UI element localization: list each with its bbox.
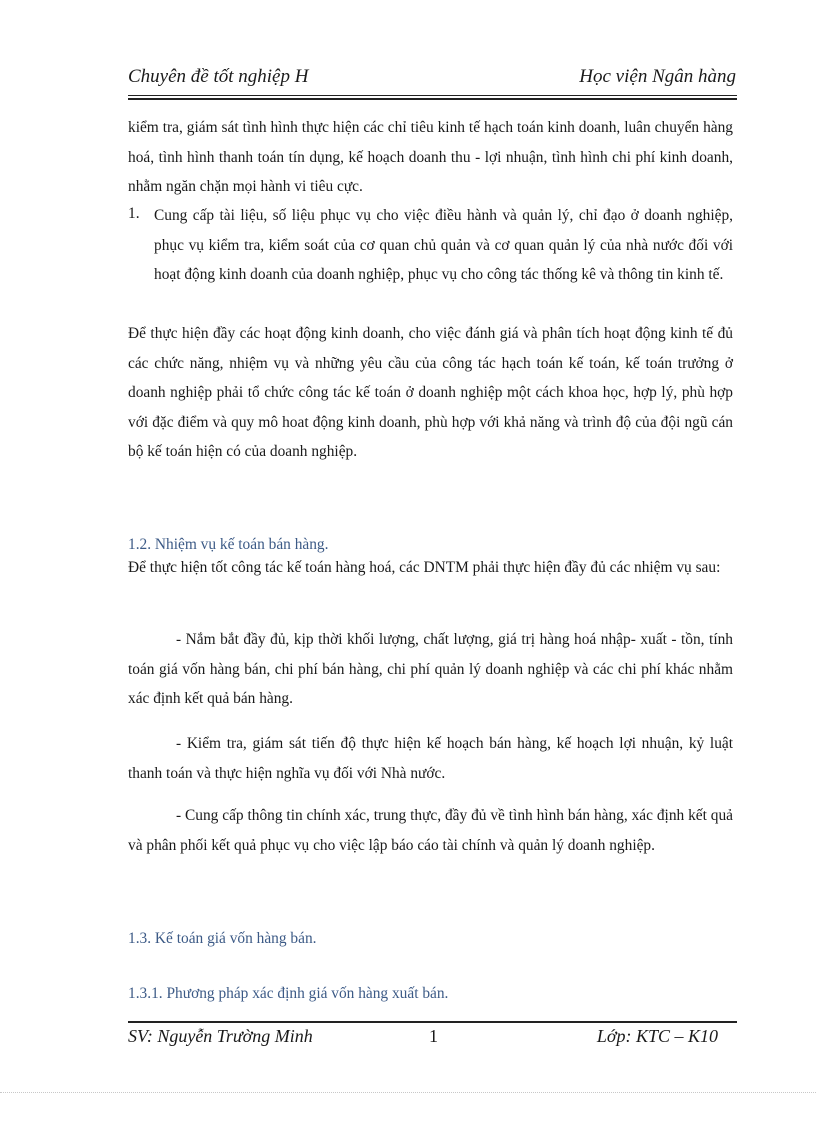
page-number: 1	[429, 1026, 438, 1046]
numbered-item-text: Cung cấp tài liệu, số liệu phục vụ cho việc điều hành và quản lý, chỉ đạo ở doanh nghiệp, phục vụ kiểm tra, kiểm soát của cơ quan chủ quản và cơ quan quản lý của nhà nước đối với hoạt động kinh doanh của doanh nghiệp, phục vụ cho công tác thống kê và thông tin kinh tế.	[154, 207, 733, 283]
numbered-item-1	[128, 201, 733, 321]
paragraph-tasks-intro: Để thực hiện tốt công tác kế toán hàng hoá, các DNTM phải thực hiện đầy đủ các nhiệm vụ sau:	[128, 559, 721, 576]
task-bullet-1: - Nắm bắt đầy đủ, kịp thời khối lượng, chất lượng, giá trị hàng hoá nhập- xuất - tồn, tính toán giá vốn hàng bán, chi phí bán hàng, chi phí quản lý doanh nghiệp và các chi phí khác nhằm xác định kết quả bán hàng.	[128, 631, 733, 707]
page-boundary-dotted	[0, 1092, 816, 1093]
footer-divider	[128, 1021, 737, 1023]
section-heading-1-3-1: 1.3.1. Phương pháp xác định giá vốn hàng xuất bán.	[128, 985, 449, 1002]
task-bullet-3: - Cung cấp thông tin chính xác, trung thực, đầy đủ về tình hình bán hàng, xác định kết quả và phân phối kết quả phục vụ cho việc lập báo cáo tài chính và quản lý doanh nghiệp.	[128, 807, 733, 854]
section-heading-1-2: 1.2. Nhiệm vụ kế toán bán hàng.	[128, 536, 329, 553]
paragraph-organization: Để thực hiện đầy các hoạt động kinh doanh, cho việc đánh giá và phân tích hoạt động kinh tế đủ các chức năng, nhiệm vụ và những yêu cầu của công tác hạch toán kế toán, kế toán trưởng ở doanh nghiệp phải tổ chức công tác kế toán ở doanh nghiệp một cách khoa học, hợp lý, phù hợp với đặc điểm và quy mô hoat động kinh doanh, phù hợp với khả năng và trình độ của đội ngũ cán bộ kế toán hiện có của doanh nghiệp.	[128, 325, 733, 460]
header-divider-thick	[128, 98, 737, 100]
footer-student-name: SV: Nguyễn Trường Minh	[128, 1026, 313, 1046]
header-institution: Học viện Ngân hàng	[579, 66, 736, 87]
paragraph-continuation: kiểm tra, giám sát tình hình thực hiện các chỉ tiêu kinh tế hạch toán kinh doanh, luân chuyển hàng hoá, tình hình thanh toán tín dụng, kế hoạch doanh thu - lợi nhuận, tình hình chi phí kinh doanh, nhằm ngăn chặn mọi hành vi tiêu cực.	[128, 119, 733, 195]
section-heading-1-3: 1.3. Kế toán giá vốn hàng bán.	[128, 930, 317, 947]
header-document-title: Chuyên đề tốt nghiệp H	[128, 66, 309, 87]
task-bullet-2: - Kiểm tra, giám sát tiến độ thực hiện kế hoạch bán hàng, kế hoạch lợi nhuận, kỷ luật thanh toán và thực hiện nghĩa vụ đối với Nhà nước.	[128, 735, 733, 782]
numbered-item-marker: 1.	[128, 205, 140, 222]
footer-class: Lớp: KTC – K10	[596, 1026, 718, 1046]
header-divider-thin	[128, 95, 737, 96]
page-header	[128, 66, 736, 94]
page-footer	[128, 1026, 718, 1052]
